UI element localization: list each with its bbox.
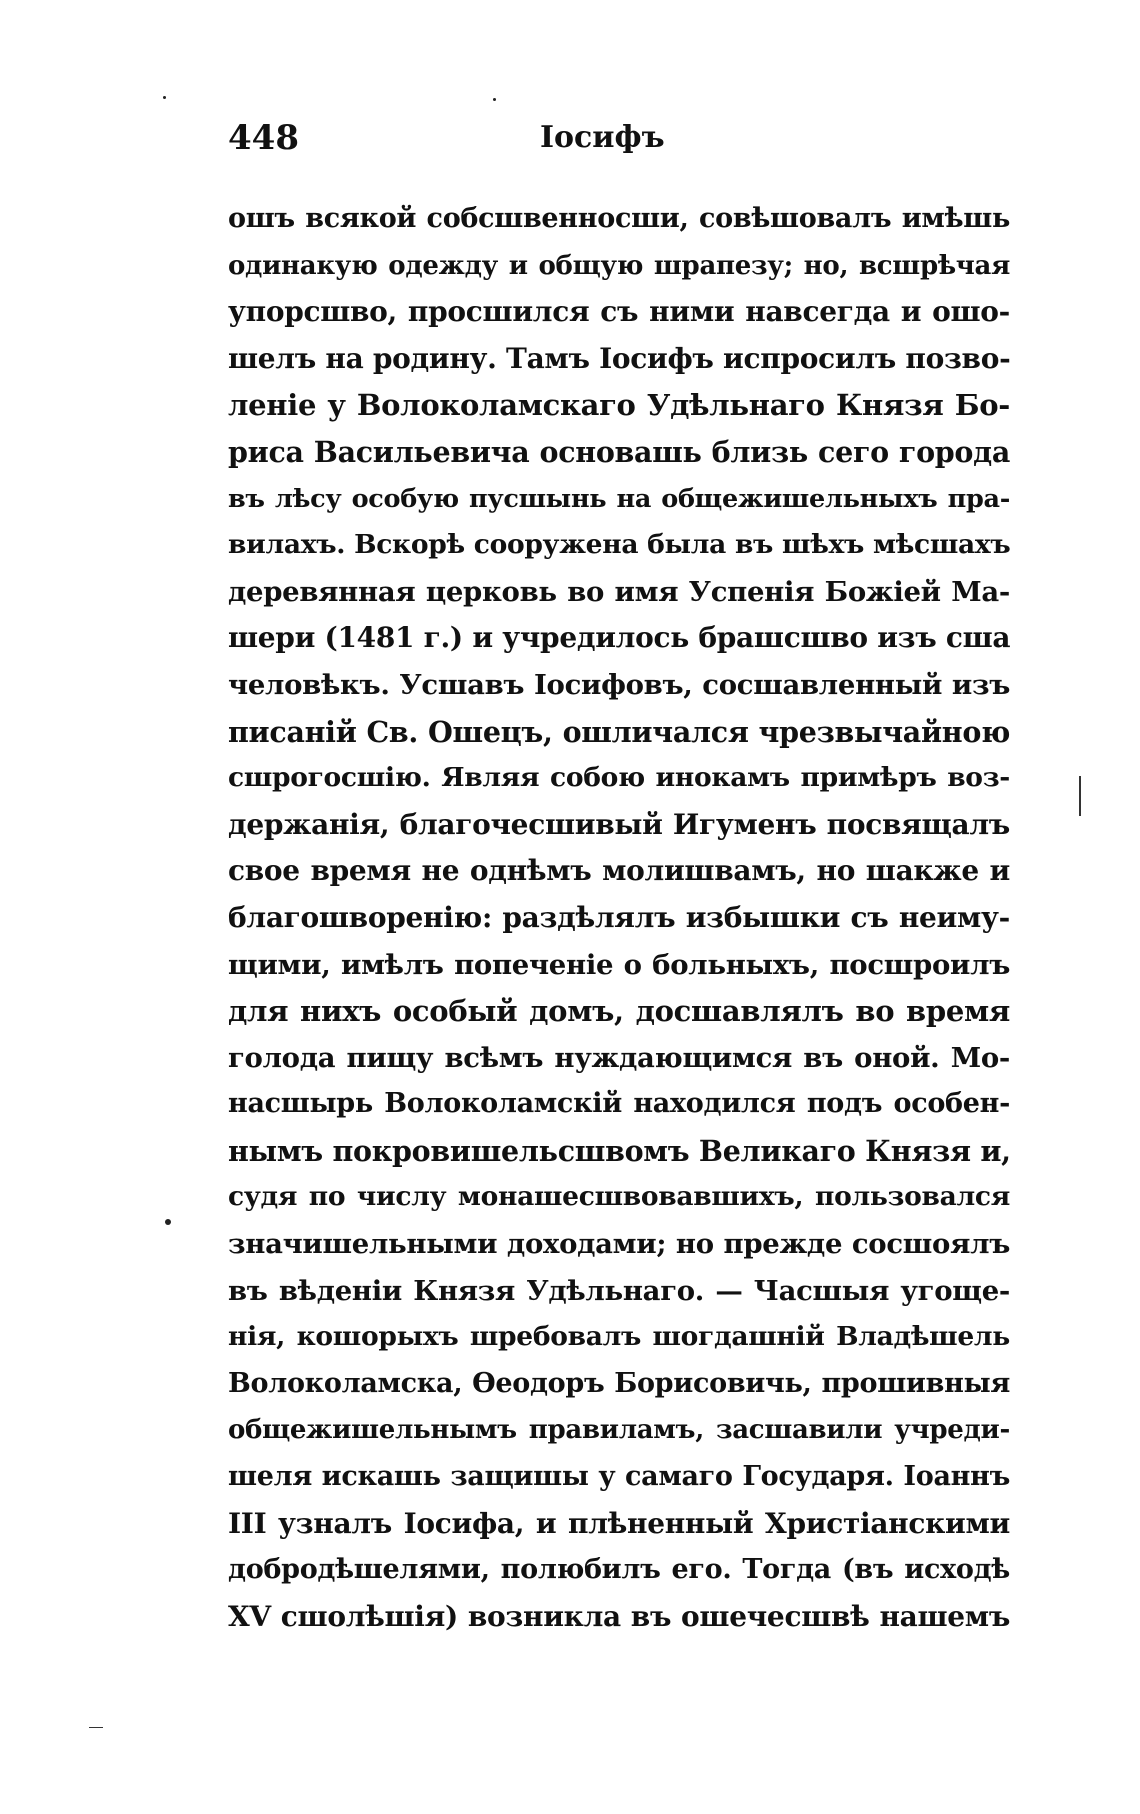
text-line: для нихъ особый домъ, досшавлялъ во время [228,994,1010,1029]
text-line: голода пищу всѣмъ нуждающимся въ оной. Мо- [228,1041,1010,1074]
text-line: одинакую одежду и общую шрапезу; но, всшрѣчая [228,250,1010,281]
text-line: общежишельнымъ правиламъ, засшавили учреди- [228,1415,1010,1446]
text-line: держанія, благочесшивый Игуменъ посвящалъ [228,807,1010,841]
ink-speck [493,98,496,101]
text-line: III узналъ Іосифа, и плѣненный Христіанскими [228,1506,1010,1540]
text-line: Волоколамска, Ѳеодоръ Борисовичь, прошивныя [228,1367,1010,1399]
text-line: благошворенію: раздѣлялъ избышки съ неиму- [228,900,1010,934]
text-line: XV сшолѣшія) возникла въ ошечесшвѣ нашемъ [228,1599,1010,1633]
text-line: писаній Св. Ошецъ, ошличался чрезвычайною [228,714,1010,749]
body-text [228,196,1010,1640]
text-line: въ вѣденіи Князя Удѣльнаго. — Часшыя угоще- [228,1274,1010,1307]
text-line: шери (1481 г.) и учредилось брашсшво изъ сша [228,621,1011,655]
text-line: насшырь Волоколамскій находился подъ особен- [228,1088,1010,1120]
margin-mark [1079,776,1081,816]
text-line: леніе у Волоколамскаго Удѣльнаго Князя Бо- [228,388,1010,423]
text-line: вилахъ. Вскорѣ сооружена была въ шѣхъ мѣсшахъ [228,529,1011,561]
text-line: упорсшво, просшился съ ними навсегда и ошо- [228,295,1010,329]
text-line: шеля искашь защишы у самаго Государя. Іоаннъ [228,1461,1010,1493]
text-line: свое время не однѣмъ молишвамъ, но шакже и [228,854,1010,888]
page-number: 448 [228,118,299,158]
text-line: шелъ на родину. Тамъ Іосифъ испросилъ позво- [228,341,1011,375]
ink-speck [165,1219,171,1225]
text-line: нымъ покровишельсшвомъ Великаго Князя и, [228,1133,1011,1168]
text-line: деревянная церковь во имя Успенія Божіей Ма- [228,575,1010,608]
ink-speck [163,96,166,99]
text-line: ошъ всякой собсшвенносши, совѣшовалъ имѣшь [228,203,1010,234]
page-header [228,118,1008,168]
text-line: значишельными доходами; но прежде сосшоялъ [228,1228,1010,1261]
text-line: риса Васильевича основашь близь сего города [228,434,1010,469]
text-line: въ лѣсу особую пусшынь на общежишельныхъ пра- [228,483,1010,514]
text-line: нія, кошорыхъ шребовалъ шогдашній Владѣшель [228,1321,1010,1353]
text-line: человѣкъ. Усшавъ Іосифовъ, сосшавленный изъ [228,668,1010,701]
text-line: добродѣшелями, полюбилъ его. Тогда (въ исходѣ [228,1554,1010,1586]
text-line: щими, имѣлъ попеченіе о больныхъ, посшроилъ [228,948,1010,981]
text-line: сшрогосшію. Являя собою инокамъ примѣръ воз- [228,762,1010,794]
text-line: судя по числу монашесшвовавшихъ, пользовался [228,1181,1010,1213]
margin-mark [89,1727,103,1728]
running-head: Іосифъ [540,120,665,155]
